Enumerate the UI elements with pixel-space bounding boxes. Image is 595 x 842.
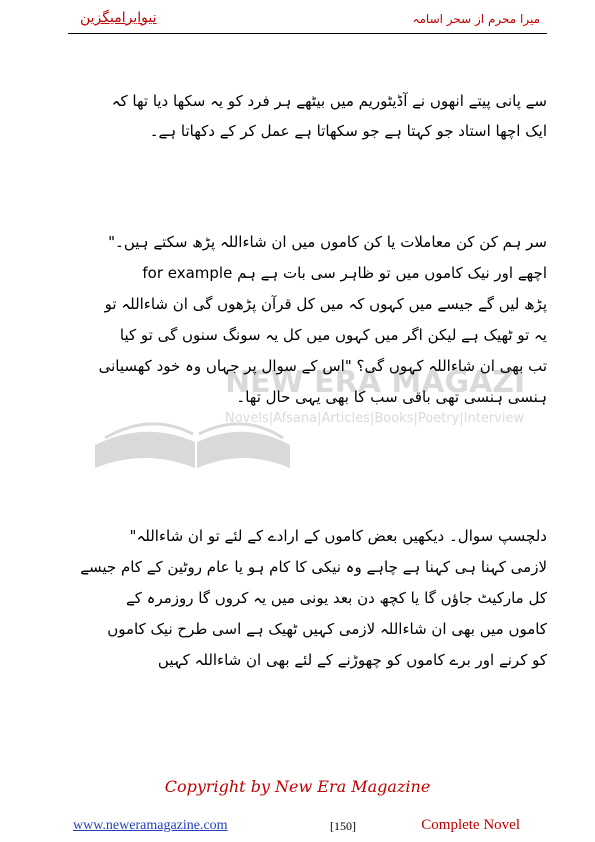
watermark-title: NEW ERA MAGAZI <box>225 365 525 400</box>
text-line: کل مارکیٹ جاؤں گا یا کچھ دن بعد یونی میں یہ کروں گا روزمرہ کے <box>125 589 547 607</box>
english-phrase: for example <box>142 264 233 282</box>
paragraph-3 <box>68 521 547 676</box>
text-line: لازمی کہنا ہی کہنا ہے چاہے وہ نیکی کا کام ہو یا عام روٹین کے کام جیسے <box>80 558 547 576</box>
paragraph-1 <box>68 86 547 146</box>
text-line-with-english <box>68 258 547 289</box>
text-line: تب بھی ان شاءاللہ کہوں گی؟ "اس کے سوال پر جہاں وہ خود کھسیانی <box>98 357 547 375</box>
text-line: سر ہم کن کن معاملات یا کن کاموں میں ان شاءاللہ پڑھ سکتے ہیں۔" <box>108 233 547 251</box>
text-line: دلچسپ سوال۔ دیکھیں بعض کاموں کے ارادے کے لئے تو ان شاءاللہ" <box>129 527 547 545</box>
text-line: کاموں میں بھی ان شاءاللہ لازمی کہیں ٹھیک ہے اسی طرح نیک کاموں <box>107 620 547 638</box>
paragraph-2 <box>68 227 547 413</box>
website-link[interactable]: www.neweramagazine.com <box>73 818 228 833</box>
text-line: سے پانی پیتے انھوں نے آڈیٹوریم میں بیٹھے ہر فرد کو یہ سکھا دیا تھا کہ <box>111 92 547 110</box>
section-label: Complete Novel <box>421 817 520 833</box>
author-name: میرا محرم از سحر اسامہ <box>412 12 540 26</box>
text-line: ایک اچھا استاد جو کہتا ہے جو سکھاتا ہے عمل کر کے دکھاتا ہے۔ <box>149 122 547 140</box>
text-line: یہ تو ٹھیک ہے لیکن اگر میں کہوں میں کل یہ سونگ سنوں گی تو کیا <box>119 326 547 344</box>
text-line: پڑھ لیں گے جیسے میں کہوں کہ میں کل قرآن پڑھوں گی ان شاءاللہ تو <box>104 295 547 313</box>
copyright-notice: Copyright by New Era Magazine <box>164 777 431 796</box>
text-line: ہنسی ہنسی تھی باقی سب کا بھی یہی حال تھا۔ <box>236 388 547 406</box>
page-number: [150] <box>330 819 356 833</box>
magazine-name: نیوایرامیگزین <box>80 10 157 26</box>
watermark-subtitle: Novels|Afsana|Articles|Books|Poetry|Interviews <box>225 411 525 426</box>
header-divider <box>68 33 547 34</box>
text-segment: اچھے اور نیک کاموں میں تو ظاہر سی بات ہے ہم <box>237 264 547 282</box>
text-line: کو کرنے اور برے کاموں کو چھوڑنے کے لئے بھی ان شاءاللہ کہیں <box>157 651 547 669</box>
